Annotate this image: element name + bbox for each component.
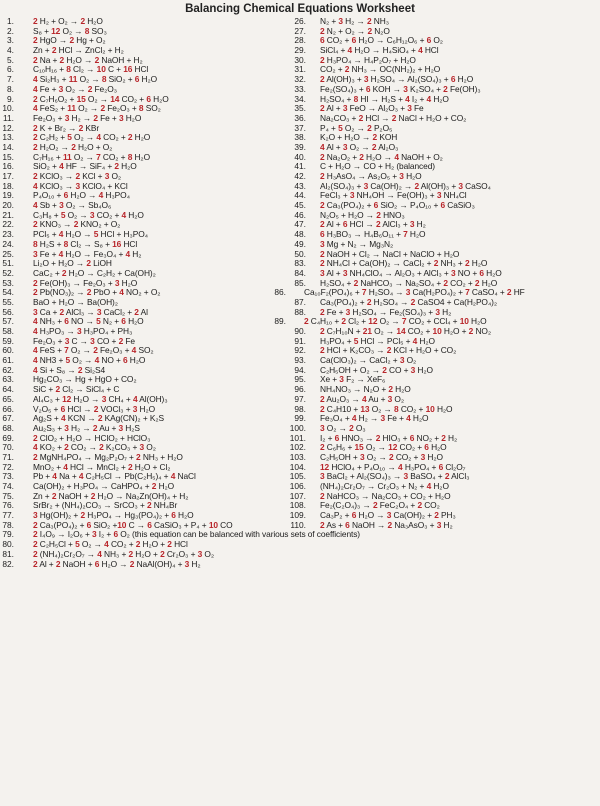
equation-number: 68. (2, 422, 14, 433)
equation-number: 108. (289, 500, 306, 511)
equation-text: H₃PO₄ + 5 HCl → PCl₅ + 4 H₂O (320, 335, 435, 346)
equation-number: 4. (7, 45, 14, 56)
equation-text: Fe₂(C₂O₄)₃ → 2 FeC₂O₄ + 2 CO₂ (320, 500, 440, 511)
equation-number: 96. (294, 384, 306, 395)
equation-text: Pb + 4 Na + 4 C₂H₅Cl → Pb(C₂H₅)₄ + 4 NaCl (33, 471, 196, 482)
equation-text: 2 Pb(NO₃)₂ → 2 PbO + 4 NO₂ + O₂ (33, 287, 161, 298)
equation-text: 2 C₂H₂ + 5 O₂ → 4 CO₂ + 2 H₂O (33, 132, 151, 143)
equation-number: 31. (294, 64, 306, 75)
equation-number: 62. (2, 364, 14, 375)
equation-text: FeCl₃ + 3 NH₄OH → Fe(OH)₃ + 3 NH₄Cl (320, 190, 467, 201)
equation-text: 2 NaOH + Cl₂ → NaCl + NaClO + H₂O (320, 248, 460, 259)
equation-text: SrBr₂ + (NH₄)₂CO₃ → SrCO₃ + 2 NH₄Br (33, 500, 178, 511)
equation-number: 92. (294, 345, 306, 356)
equation-text: 4 KO₂ + 2 CO₂ → 2 K₂CO₃ + 3 O₂ (33, 442, 156, 453)
equation-number: 48. (294, 229, 306, 240)
equation-number: 97. (294, 393, 306, 404)
equation-text: 4 NH3 + 5 O₂ → 4 NO + 6 H₂O (33, 355, 146, 366)
equation-text: (NH₄)₂Cr₂O₇ → Cr₂O₃ + N₂ + 4 H₂O (320, 481, 449, 491)
equation-text: Ag₂S + 4 KCN → 2 KAg(CN)₂ + K₂S (33, 413, 164, 424)
equation-number: 80. (2, 539, 14, 550)
equation-number: 60. (2, 345, 14, 356)
equation-text: Na₂CO₃ + 2 HCl → 2 NaCl + H₂O + CO₂ (320, 112, 467, 123)
equation-number: 38. (294, 132, 306, 143)
equation-text: 4 FeS + 7 O₂ → 2 Fe₂O₃ + 4 SO₂ (33, 345, 154, 356)
equation-number: 67. (2, 413, 14, 424)
equation-text: 4 Fe + 3 O₂ → 2 Fe₂O₃ (33, 83, 117, 94)
equation-text: 2 NaHCO₃ → Na₂CO₃ + CO₂ + H₂O (320, 490, 451, 501)
equation-number: 25. (2, 248, 14, 259)
equation-number: 102. (289, 442, 306, 453)
equation-text: SiC + 2 Cl₂ → SiCl₄ + C (33, 384, 120, 395)
equation-number: 78. (2, 519, 14, 530)
equation-number: 79. (2, 529, 14, 540)
equation-text: 2 Fe(OH)₃ → Fe₂O₃ + 3 H₂O (33, 277, 138, 288)
equation-text: 8 H₂S + 8 Cl₂ → S₈ + 16 HCl (33, 238, 138, 249)
equation-text: 2 KNO₃ → 2 KNO₂ + O₂ (33, 219, 121, 230)
equation-text: 3 Mg + N₂ → Mg₃N₂ (320, 238, 394, 249)
equation-number: 106. (289, 481, 306, 491)
equation-text: 2 Na₂O₂ + 2 H₂O → 4 NaOH + O₂ (320, 151, 443, 162)
equation-number: 29. (294, 45, 306, 56)
equation-number: 50. (294, 248, 306, 259)
equation-text: Au₂S₃ + 3 H₂ → 2 Au + 3 H₂S (33, 422, 140, 433)
equation-text: 12 HClO₄ + P₄O₁₀ → 4 H₃PO₄ + 6 Cl₂O₇ (320, 461, 466, 472)
equation-text: PCl₅ + 4 H₂O → 5 HCl + H₃PO₄ (33, 229, 148, 240)
equation-text: 2 N₂ + O₂ → 2 N₂O (320, 25, 390, 36)
equation-number: 19. (2, 190, 14, 201)
equation-text: P₄O₁₀ + 6 H₂O → 4 H₃PO₄ (33, 190, 130, 201)
equation-number: 61. (2, 355, 14, 366)
equation-text: C₂H₅OH + 3 O₂ → 2 CO₂ + 3 H₂O (320, 451, 443, 462)
equation-number: 59. (2, 335, 14, 346)
equation-number: 81. (2, 548, 14, 559)
equation-text: 4 Si₂H₃ + 11 O₂ → 8 SiO₂ + 6 H₂O (33, 74, 158, 85)
equation-number: 41. (294, 161, 306, 172)
equation-text: 3 Hg(OH)₂ + 2 H₃PO₄ → Hg₃(PO₄)₂ + 6 H₂O (33, 510, 194, 521)
equation-text: Li₂O + H₂O → 2 LiOH (33, 258, 112, 269)
equation-number: 22. (2, 219, 14, 230)
equation-number: 26. (294, 16, 306, 26)
equation-text: C + H₂O → CO + H₂ (balanced) (320, 161, 435, 172)
equation-text: 2 Al(OH)₃ + 3 H₂SO₄ → Al₂(SO₄)₃ + 6 H₂O (320, 74, 474, 85)
equation-number: 20. (2, 200, 14, 211)
equation-number: 70. (2, 442, 14, 453)
equation-text: MnO₂ + 4 HCl → MnCl₂ + 2 H₂O + Cl₂ (33, 461, 171, 472)
equation-text: Al₄C₃ + 12 H₂O → 3 CH₄ + 4 Al(OH)₃ (33, 393, 168, 404)
equation-number: 32. (294, 74, 306, 85)
equation-number: 42. (294, 171, 306, 181)
equation-text: S₈ + 12 O₂ → 8 SO₃ (33, 25, 107, 36)
equation-text: 2 Na + 2 H₂O → 2 NaOH + H₂ (33, 54, 143, 65)
equation-text: 2 Ca₃(PO₄)₂ + 6 SiO₂ +10 C → 6 CaSiO₃ + P₄ + 10 CO (33, 519, 233, 530)
equation-number: 40. (294, 151, 306, 162)
equation-text: 4 Al + 3 O₂ → 2 Al₂O₃ (320, 141, 399, 152)
equation-number: 89. (274, 316, 286, 327)
right-column (274, 16, 600, 530)
equation-number: 99. (294, 413, 306, 424)
equation-number: 103. (289, 451, 306, 462)
equation-number: 75. (2, 490, 14, 501)
equation-text: Ca₁₀F₂(PO₄)₆ + 7 H₂SO₄ → 3 Ca(H₂PO₄)₂ + 7 CaSO₄ + 2 HF (304, 287, 525, 298)
equation-number: 95. (294, 374, 306, 385)
equation-number: 104. (289, 461, 306, 472)
equation-number: 28. (294, 35, 306, 46)
equation-number: 109. (289, 510, 306, 521)
equation-text: Fe₂(SO₄)₃ + 6 KOH → 3 K₂SO₄ + 2 Fe(OH)₃ (320, 83, 481, 94)
equation-text: 4 FeS₂ + 11 O₂ → 2 Fe₂O₃ + 8 SO₂ (33, 103, 161, 114)
equation-number: 85. (294, 277, 306, 288)
equation-number: 83. (294, 258, 306, 269)
equation-number: 82. (2, 558, 14, 569)
equation-number: 110. (290, 519, 306, 530)
equation-number: 39. (294, 141, 306, 152)
equation-text: Ca(OH)₂ + H₃PO₄ → CaHPO₄ + 2 H₂O (33, 481, 175, 491)
equation-text: 6 H₃BO₃ → H₄B₆O₁₁ + 7 H₂O (320, 229, 426, 240)
equation-text: CaC₂ + 2 H₂O → C₂H₂ + Ca(OH)₂ (33, 267, 156, 278)
equation-number: 58. (2, 326, 14, 336)
equation-number: 105. (289, 471, 306, 482)
equation-text: K₂O + H₂O → 2 KOH (320, 132, 398, 143)
equation-number: 52. (2, 267, 14, 278)
equation-text: BaO + H₂O → Ba(OH)₂ (33, 296, 118, 307)
equation-text: 6 CO₂ + 6 H₂O → C₆H₁₂O₆ + 6 O₂ (320, 35, 443, 46)
equation-number: 88. (294, 306, 306, 317)
equation-number: 49. (294, 238, 306, 249)
equation-text: NH₄NO₃ → N₂O + 2 H₂O (320, 384, 411, 395)
equation-number: 72. (2, 461, 14, 472)
equation-number: 94. (294, 364, 306, 375)
equation-text: 2 C₇H₆O₂ + 15 O₂ → 14 CO₂ + 6 H₂O (33, 93, 169, 104)
equation-number: 34. (294, 93, 306, 104)
equation-text: 2 I₄O₉ → I₂O₆ + 3 I₂ + 6 O₂ (this equation can be balanced with various sets of coefficients) (33, 529, 360, 540)
equation-number: 101. (289, 432, 306, 443)
equation-text: Ca₃P₂ + 6 H₂O → 3 Ca(OH)₂ + 2 PH₃ (320, 510, 456, 521)
equation-number: 18. (2, 180, 14, 191)
equation-text: Fe₃O₄ + 4 H₂ → 3 Fe + 4 H₂O (320, 413, 429, 424)
equation-text: 2 C₄H10 + 13 O₂ → 8 CO₂ + 10 H₂O (320, 403, 453, 414)
equation-number: 44. (294, 190, 306, 201)
equation-number: 53. (2, 277, 14, 288)
equation-text: 2 MgNH₄PO₄ → Mg₂P₂O₇ + 2 NH₃ + H₂O (33, 451, 183, 462)
equation-text: 2 H₃AsO₄ → As₂O₅ + 3 H₂O (320, 171, 422, 181)
equation-number: 54. (2, 287, 14, 298)
equation-text: 2 C₂H₅Cl + 5 O₂ → 4 CO₂ + 2 H₂O + 2 HCl (33, 539, 188, 550)
equation-number: 73. (2, 471, 14, 482)
equation-text: C₂H₅OH + O₂ → 2 CO + 3 H₂O (320, 364, 433, 375)
equation-text: 2 H₂O₂ → 2 H₂O + O₂ (33, 141, 113, 152)
equation-text: V₂O₅ + 6 HCl → 2 VOCl₃ + 3 H₂O (33, 403, 156, 414)
equation-text: Fe₂O₃ + 3 C → 3 CO + 2 Fe (33, 335, 135, 346)
equation-number: 5. (7, 54, 14, 65)
equation-text: N₂O₅ + H₂O → 2 HNO₃ (320, 209, 405, 220)
equation-text: 2 KClO₃ → 2 KCl + 3 O₂ (33, 171, 122, 181)
equation-number: 21. (2, 209, 14, 220)
equation-number: 14. (2, 141, 14, 152)
equation-text: 3 BaCl₂ + Al₂(SO₄)₃ → 3 BaSO₄ + 2 AlCl₃ (320, 471, 470, 482)
equation-number: 9. (7, 93, 14, 104)
equation-number: 16. (2, 161, 14, 172)
equation-number: 91. (294, 335, 306, 346)
equation-text: 4 KClO₃ → 3 KClO₄ + KCl (33, 180, 128, 191)
equation-text: 2 ClO₂ + H₂O → HClO₂ + HClO₃ (33, 432, 151, 443)
equation-number: 45. (294, 200, 306, 211)
equation-number: 51. (2, 258, 14, 269)
equation-text: 2 H₃PO₄ → H₄P₂O₇ + H₂O (320, 54, 416, 65)
equation-text: C₁₀H₁₆ + 8 Cl₂ → 10 C + 16 HCl (33, 64, 149, 75)
equation-text: 2 Al + 2 NaOH + 6 H₂O → 2 NaAl(OH)₄ + 3 H₂ (33, 558, 201, 569)
equation-text: 3 Al + 3 NH₄ClO₄ → Al₂O₃ + AlCl₃ + 3 NO + 6 H₂O (320, 267, 502, 278)
equation-number: 1. (7, 16, 14, 26)
equation-number: 46. (294, 209, 306, 220)
equation-number: 100. (289, 422, 306, 433)
equation-number: 30. (294, 54, 306, 65)
equation-text: I₂ + 6 HNO₃ → 2 HIO₃ + 6 NO₂ + 2 H₂ (320, 432, 458, 443)
equation-text: 2 HCl + K₂CO₃ → 2 KCl + H₂O + CO₂ (320, 345, 457, 356)
equation-text: 3 O₂ → 2 O₃ (320, 422, 366, 433)
equation-text: 3 Ca + 2 AlCl₃ → 3 CaCl₂ + 2 Al (33, 306, 148, 317)
equation-number: 43. (294, 180, 306, 191)
equation-text: 2 NH₄Cl + Ca(OH)₂ → CaCl₂ + 2 NH₃ + 2 H₂O (320, 258, 488, 269)
equation-number: 24. (2, 238, 14, 249)
equation-number: 8. (7, 83, 14, 94)
equation-text: 2 (NH₄)₂Cr₂O₇ → 4 NH₃ + 2 H₂O + 2 Cr₂O₃ + 3 O₂ (33, 548, 214, 559)
equation-text: C₃H₈ + 5 O₂ → 3 CO₂ + 4 H₂O (33, 209, 144, 220)
equation-number: 36. (294, 112, 306, 123)
equation-text: 2 K + Br₂ → 2 KBr (33, 122, 100, 133)
equation-text: Ca(ClO₃)₂ → CaCl₂ + 3 O₂ (320, 355, 417, 366)
equation-number: 55. (2, 296, 14, 307)
equation-number: 107. (289, 490, 306, 501)
equation-text: 2 H₂ + O₂ → 2 H₂O (33, 16, 103, 26)
equation-number: 76. (2, 500, 14, 511)
equation-number: 57. (2, 316, 14, 327)
equation-number: 56. (2, 306, 14, 317)
equation-number: 27. (294, 25, 306, 36)
equation-text: 2 As + 6 NaOH → 2 Na₃AsO₃ + 3 H₂ (320, 519, 453, 530)
equation-text: Zn + 2 NaOH + 2 H₂O → Na₂Zn(OH)₄ + H₂ (33, 490, 189, 501)
equation-number: 93. (294, 355, 306, 366)
equation-number: 84. (294, 267, 306, 278)
worksheet-title: Balancing Chemical Equations Worksheet (185, 3, 415, 15)
equation-number: 90. (294, 326, 306, 336)
equation-text: H₂SO₄ + 8 HI → H₂S + 4 I₂ + 4 H₂O (320, 93, 449, 104)
equation-text: C₇H₁₆ + 11 O₂ → 7 CO₂ + 8 H₂O (33, 151, 150, 162)
equation-text: Fe₂O₃ + 3 H₂ → 2 Fe + 3 H₂O (33, 112, 142, 123)
equation-number: 3. (7, 35, 14, 46)
equation-number: 7. (7, 74, 14, 85)
equation-text: Zn + 2 HCl → ZnCl₂ + H₂ (33, 45, 124, 56)
equation-number: 15. (2, 151, 14, 162)
equation-text: 2 C₇H₁₀N + 21 O₂ → 14 CO₂ + 10 H₂O + 2 NO₂ (320, 326, 491, 336)
equation-number: 13. (2, 132, 14, 143)
equation-number: 98. (294, 403, 306, 414)
equation-text: Xe + 3 F₂ → XeF₆ (320, 374, 386, 385)
equation-number: 77. (2, 510, 14, 521)
equation-text: 2 Al + 3 FeO → Al₂O₃ + 3 Fe (320, 103, 424, 114)
equation-number: 65. (2, 393, 14, 404)
equation-number: 17. (2, 171, 14, 181)
equation-number: 64. (2, 384, 14, 395)
equation-number: 2. (7, 25, 14, 36)
equation-number: 74. (2, 481, 14, 491)
equation-text: 3 Fe + 4 H₂O → Fe₃O₄ + 4 H₂ (33, 248, 142, 259)
equation-text: 2 HgO → 2 Hg + O₂ (33, 35, 106, 46)
equation-number: 86. (274, 287, 286, 298)
equation-row (0, 560, 300, 570)
equation-number: 11. (2, 112, 14, 123)
equation-text: CO₂ + 2 NH₃ → OC(NH₂)₂ + H₂O (320, 64, 441, 75)
equation-text: 4 Sb + 3 O₂ → Sb₄O₆ (33, 200, 112, 211)
equation-number: 12. (2, 122, 14, 133)
equation-text: Hg₂CO₃ → Hg + HgO + CO₂ (33, 374, 137, 385)
equation-text: 2 C₆H₆ + 15 O₂ → 12 CO₂ + 6 H₂O (320, 442, 447, 453)
equation-text: Al₂(SO₄)₃ + 3 Ca(OH)₂ → 2 Al(OH)₃ + 3 CaSO₄ (320, 180, 491, 191)
equation-text: Ca₃(PO₄)₂ + 2 H₂SO₄ → 2 CaSO4 + Ca(H₂PO₄)₂ (320, 296, 498, 307)
equation-row (282, 521, 600, 531)
equation-text: 2 Al + 6 HCl → 2 AlCl₃ + 3 H₂ (320, 219, 426, 230)
equation-text: 2 C₄H₁₀ + 2 Cl₂ + 12 O₂ → 7 CO₂ + CCl₄ + 10 H₂O (304, 316, 487, 327)
equation-text: 2 Ca₃(PO₄)₂ + 6 SiO₂ → P₄O₁₀ + 6 CaSiO₃ (320, 200, 475, 211)
equation-text: 2 Fe + 3 H₂SO₄ → Fe₂(SO₄)₃ + 3 H₂ (320, 306, 452, 317)
equation-text: 4 H₃PO₃ → 3 H₃PO₄ + PH₃ (33, 326, 133, 336)
equation-number: 69. (2, 432, 14, 443)
equation-number: 10. (2, 103, 14, 114)
equation-text: H₂SO₄ + 2 NaHCO₃ → Na₂SO₄ + 2 CO₂ + 2 H₂O (320, 277, 498, 288)
equation-number: 63. (2, 374, 14, 385)
equation-text: 4 Si + S₈ → 2 Si₂S4 (33, 364, 106, 375)
equation-number: 66. (2, 403, 14, 414)
equation-number: 23. (2, 229, 14, 240)
equation-number: 71. (2, 451, 14, 462)
equation-number: 37. (294, 122, 306, 133)
equation-number: 6. (7, 64, 14, 75)
equation-text: 2 Au₂O₃ → 4 Au + 3 O₂ (320, 393, 404, 404)
equation-number: 33. (294, 83, 306, 94)
equation-number: 87. (294, 296, 306, 307)
equation-text: 4 NH₃ + 6 NO → 5 N₂ + 6 H₂O (33, 316, 144, 327)
equation-text: N₂ + 3 H₂ → 2 NH₃ (320, 16, 389, 26)
equation-text: SiCl₄ + 4 H₂O → H₄SiO₄ + 4 HCl (320, 45, 439, 56)
equation-text: P₄ + 5 O₂ → 2 P₂O₅ (320, 122, 393, 133)
equation-text: SiO₂ + 4 HF → SiF₄ + 2 H₂O (33, 161, 137, 172)
equation-number: 47. (294, 219, 306, 230)
equation-number: 35. (294, 103, 306, 114)
